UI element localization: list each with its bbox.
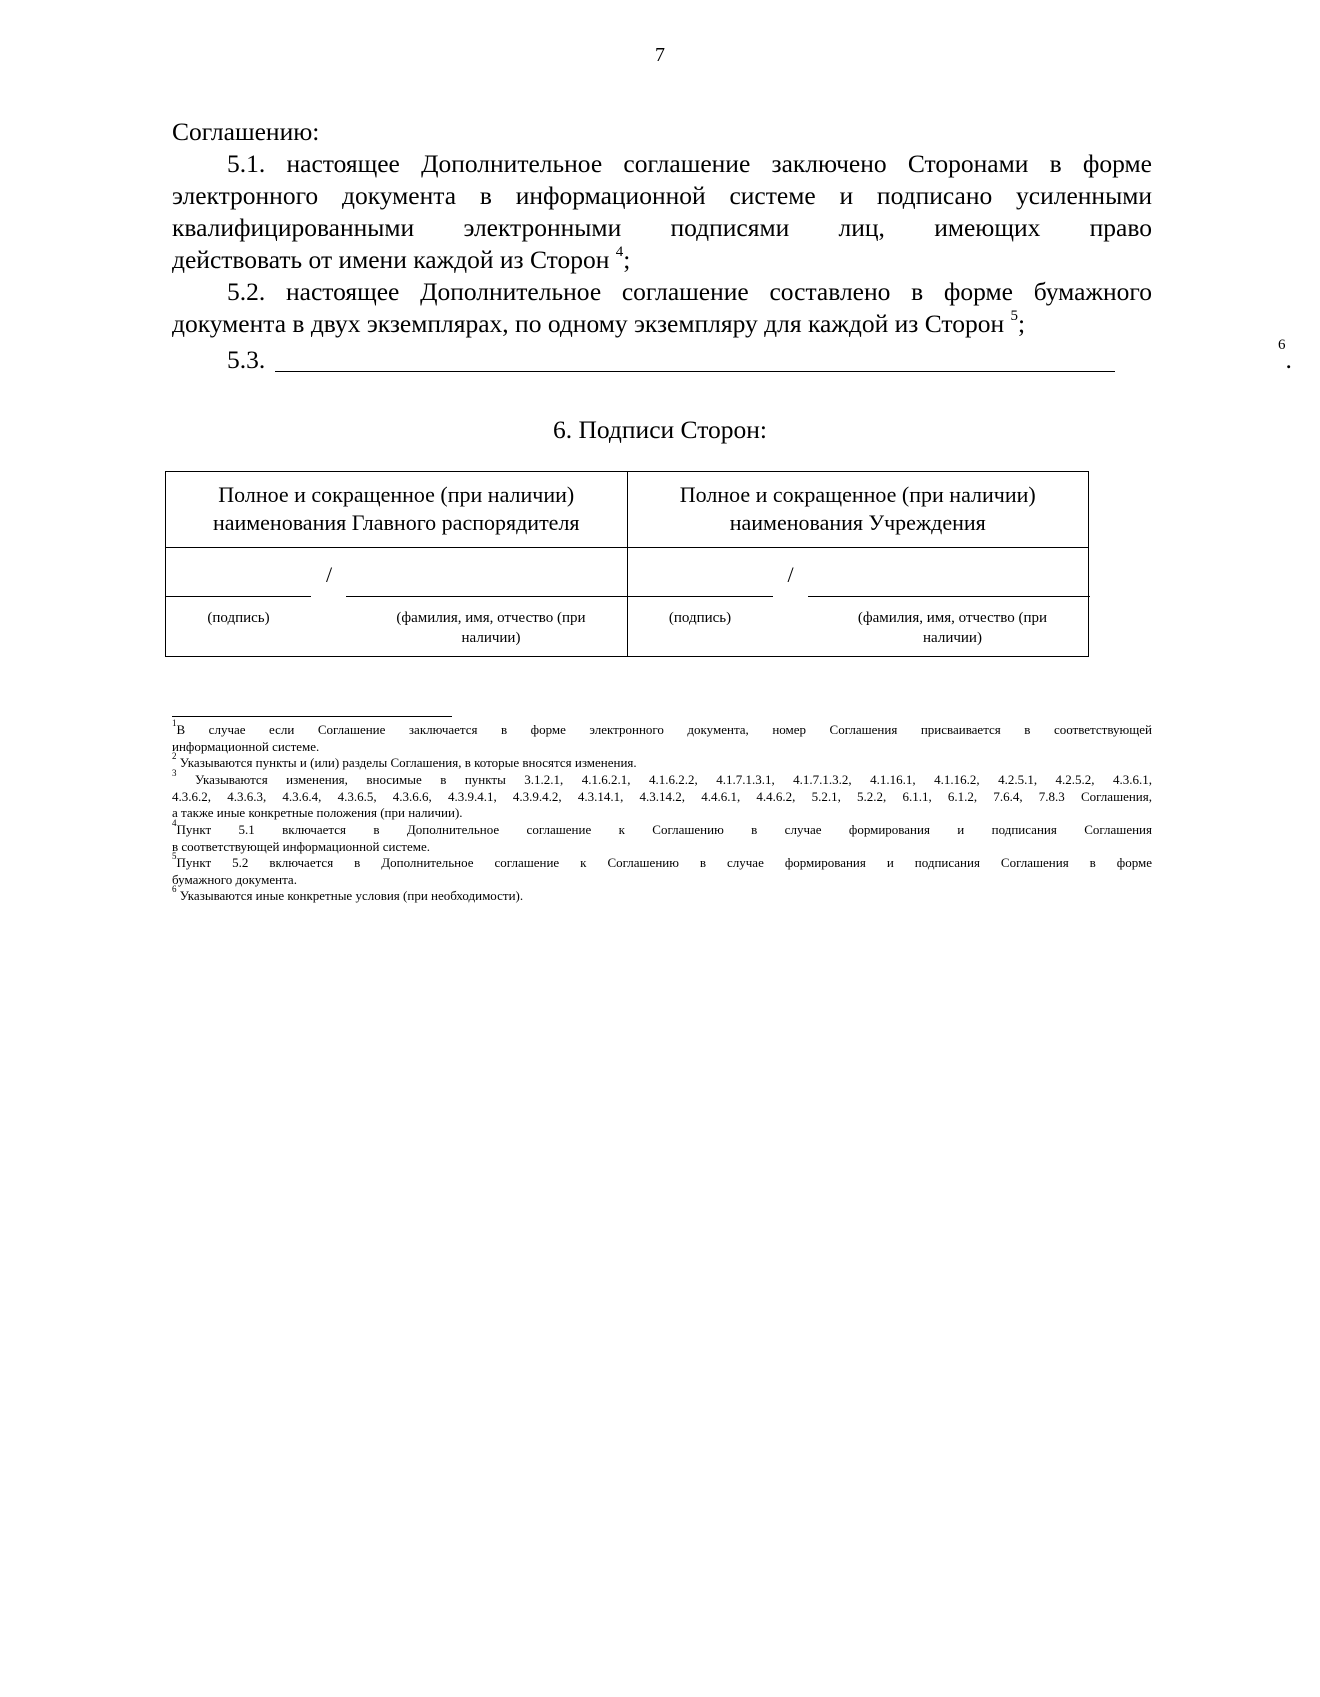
left-signature-cell — [166, 548, 628, 657]
footnote-2-text-1: Указываются пункты и (или) разделы Соглашения, в которые вносятся изменения. — [179, 755, 637, 770]
clause-5-3-blank[interactable] — [275, 347, 1115, 372]
footnote-5-number: 5 — [172, 850, 177, 861]
footnote-ref-5: 5 — [1010, 307, 1018, 324]
left-name-caption: (фамилия, имя, отчество (при наличии) — [396, 610, 586, 646]
footnote-4-text-1: Пункт 5.1 включается в Дополнительное соглашение к Соглашению в случае формирования и подписания Соглашения — [176, 822, 1152, 837]
footnote-1-line-1 — [172, 717, 1152, 739]
footnote-1-line-2: информационной системе. — [172, 738, 320, 754]
clause-5-2-line-1: 5.2. настоящее Дополнительное соглашение составлено в форме бумажного — [227, 277, 1152, 306]
left-name-line[interactable] — [346, 596, 628, 597]
clause-5-2-end: ; — [1017, 309, 1026, 338]
clause-5-3-line — [172, 344, 1152, 376]
intro-line: Соглашению: — [172, 117, 320, 146]
right-signature-cell — [627, 548, 1089, 657]
footnote-ref-4: 4 — [615, 243, 624, 260]
footnote-1-text-1: В случае если Соглашение заключается в форме электронного документа, номер Соглашения присваивается в соответствующей — [176, 722, 1152, 737]
footnote-6-number: 6 — [172, 883, 177, 894]
footnote-6-text-1: Указываются иные конкретные условия (при необходимости). — [179, 888, 524, 903]
right-name-caption: (фамилия, имя, отчество (при наличии) — [857, 610, 1048, 646]
left-signature-line[interactable] — [166, 596, 311, 597]
clause-5-3-tail — [1278, 336, 1292, 376]
footnote-3-text-1: Указываются изменения, вносимые в пункты 3.1.2.1, 4.1.6.2.1, 4.1.6.2.2, 4.1.7.1.3.1, 4.1.7.1.3.2, 4.1.16.1, 4.1.16.2, 4.2.5.1, 4.2.5.2, 4.3.6.1, — [194, 772, 1153, 787]
clause-5-3-number: 5.3. — [227, 345, 266, 374]
right-name-line[interactable] — [808, 596, 1090, 597]
footnote-3-line-2: 4.3.6.2, 4.3.6.3, 4.3.6.4, 4.3.6.5, 4.3.6.6, 4.3.9.4.1, 4.3.9.4.2, 4.3.14.1, 4.3.14.2, 4.4.6.1, 4.4.6.2, 5.2.1, 5.2.2, 6.1.1, 6.1.2, 7.6.4, 7.8.3 Соглашения, — [172, 788, 1152, 804]
footnote-2-line-1 — [172, 750, 1152, 772]
footnote-6-line-1 — [172, 883, 1152, 905]
right-slash: / — [787, 562, 794, 587]
signature-table — [165, 471, 1089, 657]
left-party-header-text: Полное и сокращенное (при наличии) наименования Главного распорядителя — [212, 482, 580, 535]
footnote-3-line-1 — [172, 767, 1153, 789]
footnote-6 — [172, 883, 1152, 905]
left-party-header — [166, 472, 628, 548]
footnote-4-line-2: в соответствующей информационной системе. — [172, 838, 430, 854]
footnote-5-line-1 — [172, 850, 1152, 872]
footnote-4 — [172, 817, 1152, 855]
footnote-1-number: 1 — [172, 717, 177, 728]
clause-5-1-line-4-text: действовать от имени каждой из Сторон — [172, 245, 610, 274]
footnote-5 — [172, 850, 1152, 888]
footnote-3-line-3: а также иные конкретные положения (при наличии). — [172, 805, 463, 820]
clause-5-1-line-3: квалифицированными электронными подписями лиц, имеющих право — [172, 213, 1152, 242]
footnote-5-line-2: бумажного документа. — [172, 871, 297, 887]
clause-5-1-line-1: 5.1. настоящее Дополнительное соглашение заключено Сторонами в форме — [227, 149, 1152, 178]
footnote-5-text-1: Пункт 5.2 включается в Дополнительное соглашение к Соглашению в случае формирования и подписания Соглашения в форме — [176, 855, 1152, 870]
footnote-3-number: 3 — [172, 767, 177, 778]
footnote-3 — [172, 767, 1153, 822]
clause-5-2-line-2-text: документа в двух экземплярах, по одному экземпляру для каждой из Сторон — [172, 309, 1005, 338]
clause-5-1-line-4 — [172, 244, 1152, 276]
clause-5-3-end: . — [1285, 345, 1292, 374]
footnote-4-number: 4 — [172, 817, 177, 828]
footnote-2-number: 2 — [172, 750, 177, 761]
right-party-header-text: Полное и сокращенное (при наличии) наименования Учреждения — [679, 482, 1036, 535]
section-6-title: 6. Подписи Сторон: — [553, 415, 767, 444]
clause-5-1-line-2: электронного документа в информационной системе и подписано усиленными — [172, 181, 1152, 210]
footnote-2 — [172, 750, 1152, 772]
right-signature-line[interactable] — [628, 596, 773, 597]
footnote-separator — [172, 716, 452, 717]
footnote-1 — [172, 717, 1152, 755]
footnote-ref-6: 6 — [1278, 336, 1286, 353]
right-signature-caption: (подпись) — [668, 610, 732, 626]
page-number: 7 — [655, 44, 665, 66]
clause-5-2-line-2 — [172, 308, 1152, 340]
left-signature-caption: (подпись) — [207, 610, 270, 626]
left-slash: / — [326, 562, 333, 587]
right-party-header — [627, 472, 1089, 548]
clause-5-1-end: ; — [623, 245, 631, 274]
footnote-4-line-1 — [172, 817, 1152, 839]
